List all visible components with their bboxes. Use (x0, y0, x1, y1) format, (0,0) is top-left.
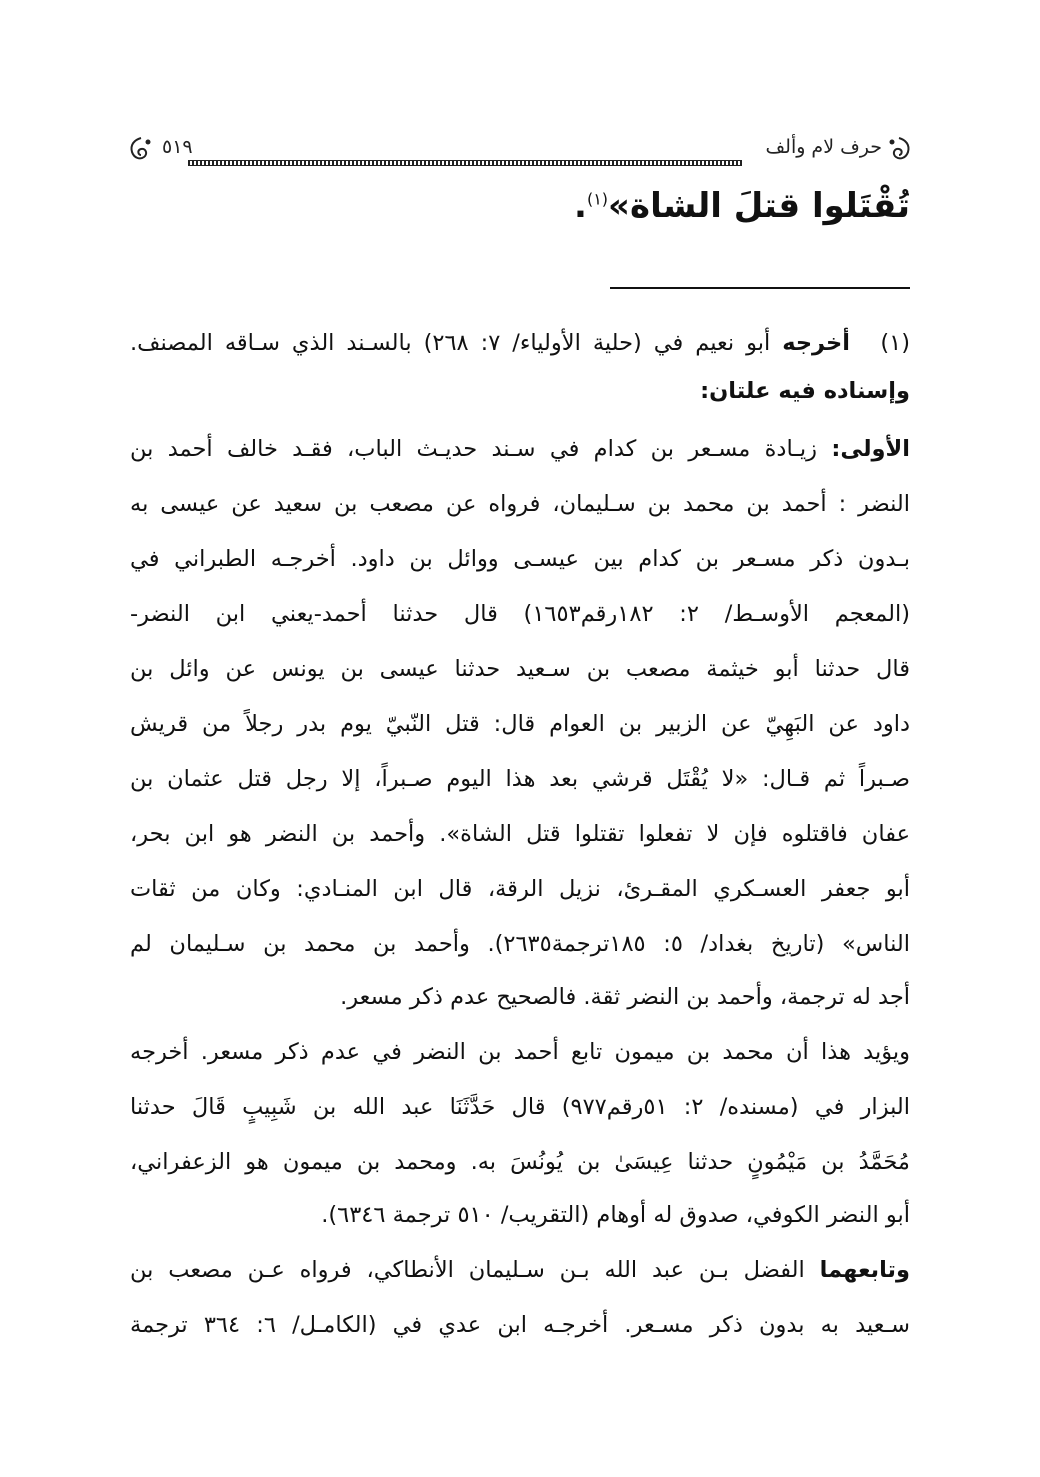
chapter-title: حرف لام وألف (765, 136, 882, 158)
footnote-number: (١) (880, 330, 910, 356)
footnote-text: عفان فاقتلوه فإن لا تفعلوا تقتلوا قتل الشاة». وأحمد بن النضر هو ابن بحر، (130, 821, 910, 847)
footnote-text: النضر : أحمد بن محمد بن سـليمان، فرواه عن مصعب بن سعيد عن عيسى به (130, 491, 910, 517)
footnote-text: (المعجم الأوسـط/ ٢: ١٨٢رقم١٦٥٣) قال حدثنا أحمد-يعني ابن النضر- (130, 601, 910, 627)
running-header (128, 130, 912, 170)
footnote-text: قال حدثنا أبو خيثمة مصعب بن سـعيد حدثنا عيسى بن يونس عن وائل بن (130, 656, 910, 682)
footnote-text: الناس» (تاريخ بغداد/ ٥: ١٨٥ترجمة٢٦٣٥). وأحمد بن محمد بن سـليمان لم (130, 931, 910, 957)
footnote-bold: وتابعهما (819, 1257, 910, 1283)
header-rule (188, 160, 742, 166)
footnote-text: أبو نعيم في (حلية الأولياء/ ٧: ٢٦٨) بالسـند الذي سـاقه المصنف. (130, 330, 783, 356)
footnote-line-7 (130, 656, 910, 682)
footnote-bold: أخرجه (782, 330, 850, 356)
main-text-line (574, 186, 910, 226)
footnote-text: داود عن البَهِيّ عن الزبير بن العوام قال: قتل النّبيّ يوم بدر رجلاً من قريش (130, 711, 910, 737)
footnote-line-9 (130, 766, 910, 792)
ornament-left-icon (128, 136, 154, 162)
footnote-line-5 (130, 546, 910, 572)
footnote-line-12 (130, 931, 910, 957)
footnote-line-16 (130, 1149, 910, 1175)
footnote-line-11 (130, 876, 910, 902)
footnote-bold: وإسناده فيه علتان: (700, 378, 910, 404)
footnote-line-18 (130, 1257, 910, 1283)
footnote-text: صـبراً ثم قـال: «لا يُقْتَل قرشي بعد هذا اليوم صـبراً، إلا رجل قتل عثمان بن (130, 766, 910, 792)
footnote-bold: الأولى: (831, 436, 910, 462)
footnote-line-8 (130, 711, 910, 737)
footnote-separator (610, 287, 910, 289)
main-text: تُقْتَلوا قتلَ الشاة» (608, 186, 910, 226)
footnote-line-1 (130, 330, 910, 356)
footnote-ref: (١) (586, 189, 609, 209)
footnote-text: ويؤيد هذا أن محمد بن ميمون تابع أحمد بن النضر في عدم ذكر مسعر. أخرجه (130, 1039, 910, 1065)
footnote-text: الفضل بـن عبد الله بـن سـليمان الأنطاكي، فرواه عـن مصعب بن (130, 1257, 820, 1283)
footnote-text: أجد له ترجمة، وأحمد بن النضر ثقة. فالصحيح عدم ذكر مسعر. (340, 984, 910, 1010)
end-mark: . (574, 186, 587, 226)
footnote-text: بـدون ذكر مسـعر بن كدام بين عيسـى ووائل بن داود. أخرجـه الطبراني في (130, 546, 910, 572)
page-number: ٥١٩ (162, 136, 193, 158)
footnote-line-17 (130, 1202, 910, 1228)
footnote-text: أبو جعفر العسـكري المقـرئ، نزيل الرقة، قال ابن المنـادي: وكان من ثقات (130, 876, 910, 902)
footnote-line-10 (130, 821, 910, 847)
footnote-text: البزار في (مسنده/ ٢: ٥١رقم٩٧٧) قال حَدَّثَنَا عبد الله بن شَبِيبٍ قَالَ حدثنا (130, 1094, 910, 1120)
footnote-text: أبو النضر الكوفي، صدوق له أوهام (التقريب/ ٥١٠ ترجمة ٦٣٤٦). (321, 1202, 910, 1228)
footnote-text: مُحَمَّدُ بن مَيْمُونٍ حدثنا عِيسَىٰ بن يُونُسَ به. ومحمد بن ميمون هو الزعفراني، (130, 1149, 910, 1175)
footnote-line-4 (130, 491, 910, 517)
footnote-text: زيـادة مسـعر بن كدام في سـند حديـث الباب، فقـد خالف أحمد بن (130, 436, 832, 462)
footnote-line-19 (130, 1312, 910, 1338)
footnote-line-14 (130, 1039, 910, 1065)
footnote-line-3 (130, 436, 910, 462)
footnote-line-2 (130, 378, 910, 404)
footnote-line-6 (130, 601, 910, 627)
ornament-right-icon (886, 136, 912, 162)
footnote-text: سـعيد به بدون ذكر مسـعر. أخرجـه ابن عدي في (الكامـل/ ٦: ٣٦٤ ترجمة (130, 1312, 911, 1338)
footnote-line-13 (130, 984, 910, 1010)
footnote-line-15 (130, 1094, 910, 1120)
